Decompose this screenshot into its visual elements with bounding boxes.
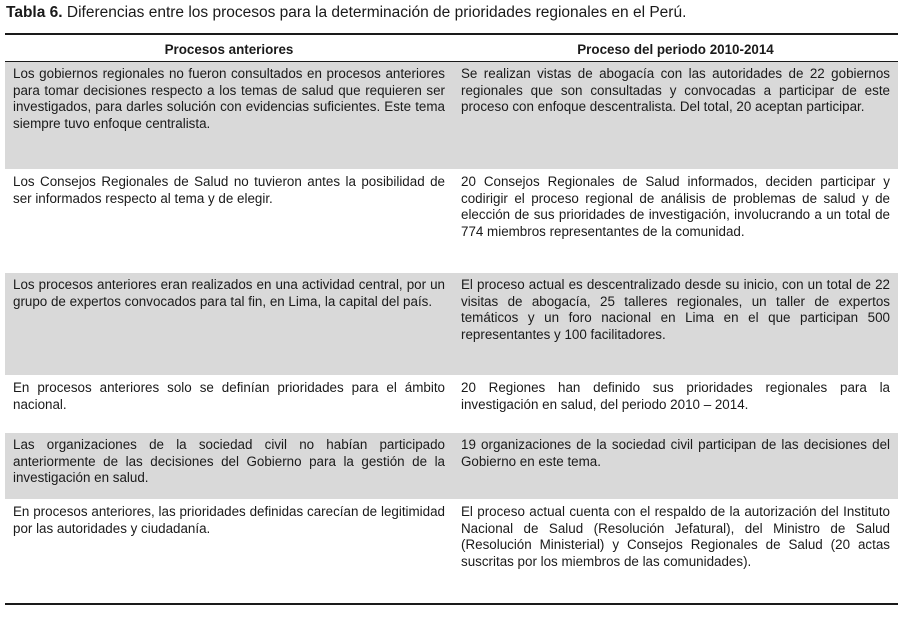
header-proceso-actual: Proceso del periodo 2010-2014 [577, 41, 774, 57]
table-row [5, 376, 898, 433]
table-row [5, 170, 898, 273]
cell-actual: Se realizan vistas de abogacía con las autoridades de 22 gobiernos regionales que son consultadas y convocadas a participar de este proceso con enfoque descentralista. Del total, 20 aceptan participar. [461, 66, 890, 115]
table-bottom-rule [5, 603, 898, 605]
cell-anterior: Los procesos anteriores eran realizados en una actividad central, por un grupo de expertos convocados para tal fin, en Lima, la capital del país. [13, 277, 445, 309]
cell-anterior: Los gobiernos regionales no fueron consultados en procesos anteriores para tomar decisiones respecto a los temas de salud que requieren ser investigados, para darles solución con evidencias suficientes. Este tema siempre tuvo enfoque centralista. [13, 66, 445, 131]
table-row [5, 500, 898, 603]
caption-text: Diferencias entre los procesos para la determinación de prioridades regionales en el Perú. [62, 4, 687, 21]
cell-actual: 20 Regiones han definido sus prioridades regionales para la investigación en salud, del periodo 2010 – 2014. [461, 380, 890, 412]
table-row [5, 62, 898, 170]
table-caption [6, 3, 686, 23]
cell-anterior: En procesos anteriores, las prioridades definidas carecían de legitimidad por las autoridades y ciudadanía. [13, 504, 445, 536]
table-row [5, 273, 898, 376]
table-row [5, 433, 898, 500]
caption-label: Tabla 6. [6, 4, 63, 21]
table-header-row [5, 35, 898, 62]
cell-actual: 20 Consejos Regionales de Salud informados, deciden participar y codirigir el proceso regional de análisis de problemas de salud y de elección de sus prioridades de investigación, involucrando a un total de 774 miembros representantes de la comunidad. [461, 174, 890, 239]
cell-actual: El proceso actual cuenta con el respaldo de la autorización del Instituto Nacional de Salud (Resolución Jefatural), del Ministro de Salud (Resolución Ministerial) y Consejos Regionales de Salud (20 actas suscritas por los miembros de las comunidades). [461, 504, 890, 569]
cell-anterior: Las organizaciones de la sociedad civil no habían participado anteriormente de las decisiones del Gobierno para la gestión de la investigación en salud. [13, 437, 445, 486]
comparison-table [5, 33, 898, 605]
header-procesos-anteriores: Procesos anteriores [164, 41, 294, 57]
cell-actual: El proceso actual es descentralizado desde su inicio, con un total de 22 visitas de abogacía, 25 talleres regionales, un taller de expertos temáticos y un foro nacional en Lima en el que participan 500 representantes y 100 facilitadores. [461, 277, 890, 342]
cell-anterior: Los Consejos Regionales de Salud no tuvieron antes la posibilidad de ser informados respecto al tema y de elegir. [13, 174, 445, 206]
cell-anterior: En procesos anteriores solo se definían prioridades para el ámbito nacional. [13, 380, 445, 412]
cell-actual: 19 organizaciones de la sociedad civil participan de las decisiones del Gobierno en este tema. [461, 437, 890, 469]
